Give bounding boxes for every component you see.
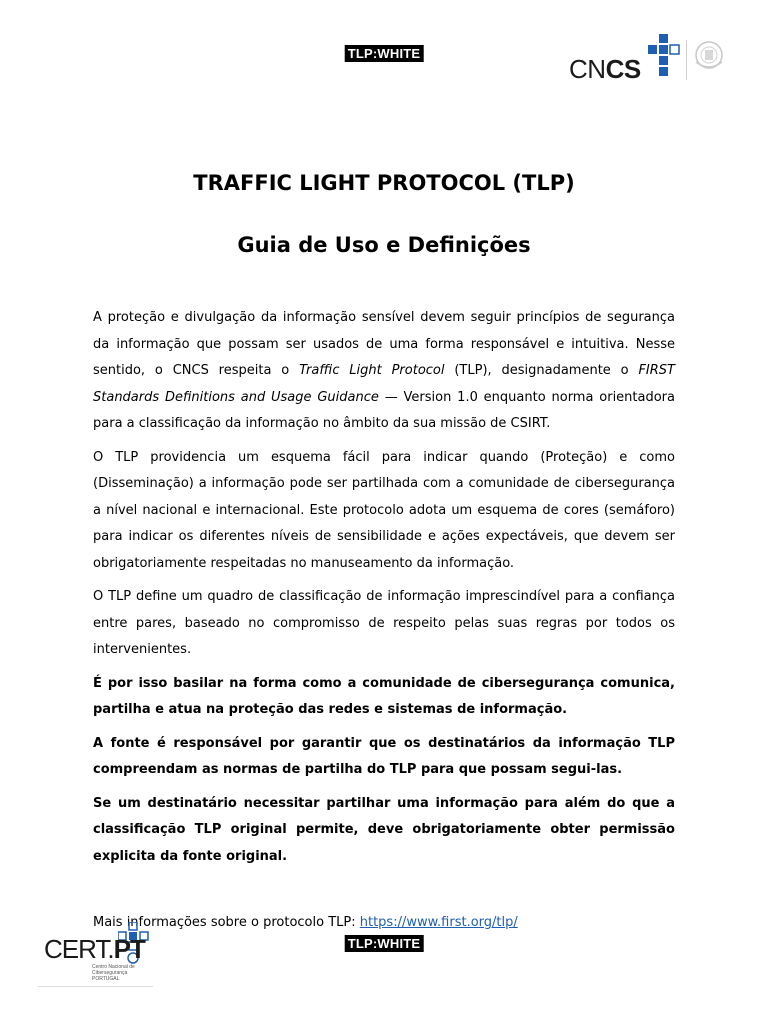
cert-pt-logo — [38, 918, 153, 988]
cncs-logo — [560, 28, 730, 84]
cncs-logo-text: CNCS — [569, 54, 641, 84]
paragraph-tlp-framework: O TLP define um quadro de classificação de informação imprescindível para a confiança entre pares, baseado no compromisso de respeito pelas suas regras por todos os intervenientes. — [93, 589, 675, 657]
tlp-link[interactable]: https://www.first.org/tlp/ — [359, 915, 518, 930]
document-title: TRAFFIC LIGHT PROTOCOL (TLP) — [193, 171, 575, 195]
document-body — [93, 305, 675, 944]
document-subtitle: Guia de Uso e Definições — [237, 233, 531, 257]
paragraph-intro: A proteção e divulgação da informação sensível devem seguir princípios de segurança da informação que possam ser usados de uma forma responsável e intuitiva. Nesse sentido, o CNCS respeita o Traffic Light Protocol (TLP), designadamente o FIRST Standards Definitions and Usage Guidance — Version 1.0 enquanto norma orientadora para a classificação da informação no âmbito da sua missão de CSIRT. — [93, 310, 675, 431]
cncs-cross-icon — [648, 34, 680, 76]
paragraph-source-responsibility: A fonte é responsável por garantir que os destinatários da informação TLP compreendam as normas de partilha do TLP para que possam segui-las. — [93, 735, 675, 777]
more-info-label: Mais informações sobre o protocolo TLP: — [93, 915, 360, 930]
republic-emblem-icon — [692, 38, 726, 72]
tlp-classification-top: TLP:WHITE — [345, 45, 424, 62]
more-info-line — [93, 910, 675, 937]
cert-pt-logo-text: CERT.PT — [44, 934, 145, 964]
cert-pt-subtitle: Centro Nacional de Cibersegurança PORTUGAL — [92, 964, 135, 982]
tlp-classification-bottom: TLP:WHITE — [345, 935, 424, 952]
paragraph-tlp-scheme: O TLP providencia um esquema fácil para indicar quando (Proteção) e como (Disseminação) a informação pode ser partilhada com a comunidade de cibersegurança a nível nacional e internacional. Este protocolo adota um esquema de cores (semáforo) para indicar os diferentes níveis de sensibilidade e ações expectáveis, que devem ser obrigatoriamente respeitadas no manuseamento da informação. — [93, 449, 675, 571]
paragraph-community: É por isso basilar na forma como a comunidade de cibersegurança comunica, partilha e atua na proteção das redes e sistemas de informação. — [93, 675, 675, 717]
logo-underline — [38, 986, 153, 987]
paragraph-recipient-permission: Se um destinatário necessitar partilhar uma informação para além do que a classificação TLP original permite, deve obrigatoriamente obter permissão explicita da fonte original. — [93, 795, 675, 864]
logo-divider — [686, 40, 687, 80]
